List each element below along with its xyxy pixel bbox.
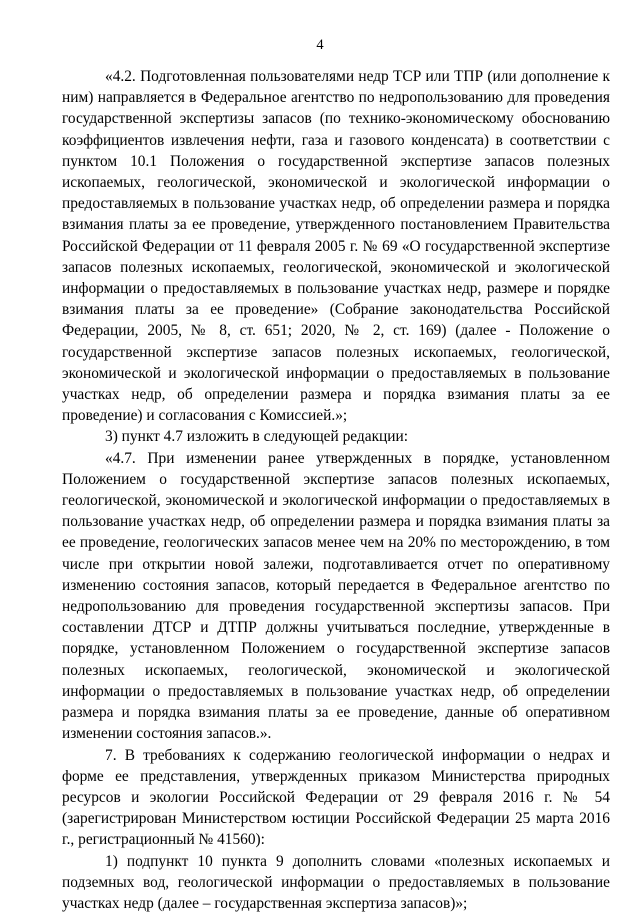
paragraph-subitem-1: 1) подпункт 10 пункта 9 дополнить словами «полезных ископаемых и подземных вод, геологической информации о предоставляемых в пользование участках недр (далее – государственная экспертиза запасов)»; xyxy=(62,852,610,912)
document-body xyxy=(62,66,610,914)
paragraph-item-3: 3) пункт 4.7 изложить в следующей редакции: xyxy=(105,428,409,446)
paragraph-item-4-2: «4.2. Подготовленная пользователями недр ТСР или ТПР (или дополнение к ним) направляется в Федеральное агентство по недропользованию для проведения государственной экспертизы запасов (по технико-экономическому обоснованию коэффициентов извлечения нефти, газа и газового конденсата) в соответствии с пунктом 10.1 Положения о государственной экспертизе запасов полезных ископаемых, геологической, экономической и экологической информации о предоставляемых в пользование участках недр, об определении размера и порядка взимания платы за ее проведение, утвержденного постановлением Правительства Российской Федерации от 11 февраля 2005 г. № 69 «О государственной экспертизе запасов полезных ископаемых, геологической, экономической и экологической информации о предоставляемых в пользование участках недр, размере и порядке взимания платы за ее проведение» (Собрание законодательства Российской Федерации, 2005, № 8, ст. 651; 2020, № 2, ст. 169) (далее - Положение о государственной экспертизе запасов полезных ископаемых, геологической, экономической и экологической информации о предоставляемых в пользование участках недр, об определении размера и порядка взимания платы за ее проведение) и согласования с Комиссией.»; xyxy=(62,68,610,425)
page-number: 4 xyxy=(316,37,324,53)
paragraph-item-4-7: «4.7. При изменении ранее утвержденных в порядке, установленном Положением о государственной экспертизе запасов полезных ископаемых, геологической, экономической и экологической информации о предоставляемых в пользование участках недр, об определении размера и порядка взимания платы за ее проведение, геологических запасов менее чем на 20% по месторождению, в том числе при открытии новой залежи, подготавливается отчет по оперативному изменению состояния запасов, который передается в Федеральное агентство по недропользованию для проведения государственной экспертизы запасов. При составлении ДТСР и ДТПР должны учитываться последние, утвержденные в порядке, установленном Положением о государственной экспертизе запасов полезных ископаемых, геологической, экономической и экологической информации о предоставляемых в пользование участках недр, об определении размера и порядка взимания платы за ее проведение, данные об оперативном изменении состояния запасов.». xyxy=(62,449,610,743)
paragraph-section-7: 7. В требованиях к содержанию геологической информации о недрах и форме ее представления, утвержденных приказом Министерства природных ресурсов и экологии Российской Федерации от 29 февраля 2016 г. № 54 (зарегистрирован Министерством юстиции Российской Федерации 25 марта 2016 г., регистрационный № 41560): xyxy=(62,746,610,849)
